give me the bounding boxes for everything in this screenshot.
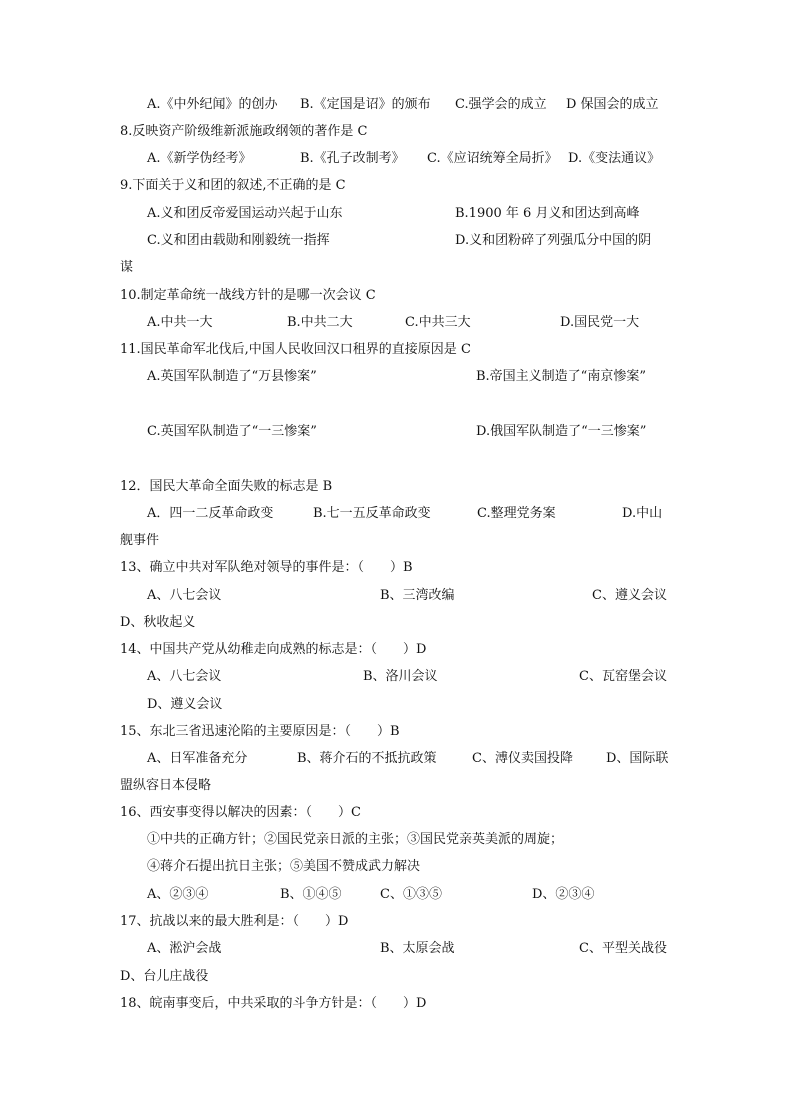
q16-option-d: D、②③④ <box>532 887 595 902</box>
q16-option-c: C、①③⑤ <box>380 887 442 902</box>
q17-option-b: B、太原会战 <box>380 941 455 956</box>
q14-option-b: B、洛川会议 <box>363 669 438 684</box>
q12-option-b: B.七一五反革命政变 <box>313 506 431 521</box>
q9-option-d: D.义和团粉碎了列强瓜分中国的阴 <box>455 233 652 248</box>
q9-option-b: B.1900 年 6 月义和团达到高峰 <box>455 206 640 221</box>
q11-option-a: A.英国军队制造了“万县惨案” <box>147 369 317 384</box>
q14-wrap: D、遵义会议 <box>147 697 223 712</box>
q14-option-c: C、瓦窑堡会议 <box>579 669 667 684</box>
q11-stem: 11.国民革命军北伐后,中国人民收回汉口租界的直接原因是 C <box>120 342 471 357</box>
q15-option-b: B、蒋介石的不抵抗政策 <box>297 751 437 766</box>
q11-option-c: C.英国军队制造了“一三惨案” <box>147 424 317 439</box>
q11-option-b: B.帝国主义制造了“南京惨案” <box>476 369 646 384</box>
q18-stem: 18、皖南事变后，中共采取的斗争方针是：（ ）D <box>120 996 427 1011</box>
q9-wrap: 谋 <box>120 260 134 275</box>
q10-option-b: B.中共二大 <box>287 315 353 330</box>
q17-option-a: A、淞沪会战 <box>147 941 222 956</box>
q8-option-a: A.《新学伪经考》 <box>147 151 252 166</box>
q12-wrap: 舰事件 <box>120 533 160 548</box>
q9-option-c: C.义和团由载勋和刚毅统一指挥 <box>147 233 330 248</box>
q10-option-c: C.中共三大 <box>405 315 471 330</box>
q17-option-c: C、平型关战役 <box>579 941 667 956</box>
q17-stem: 17、抗战以来的最大胜利是：（ ）D <box>120 914 349 929</box>
q7-option-a: A.《中外纪闻》的创办 <box>147 97 278 112</box>
q16-items-line1: ①中共的正确方针；②国民党亲日派的主张；③国民党亲英美派的周旋； <box>147 832 564 847</box>
q15-option-a: A、日军准备充分 <box>147 751 248 766</box>
q7-option-b: B.《定国是诏》的颁布 <box>300 97 431 112</box>
q12-stem: 12．国民大革命全面失败的标志是 B <box>120 479 333 494</box>
q15-option-c: C、溥仪卖国投降 <box>472 751 573 766</box>
q15-option-d: D、国际联 <box>606 751 669 766</box>
q16-option-a: A、②③④ <box>147 887 209 902</box>
q13-stem: 13、确立中共对军队绝对领导的事件是：（ ）B <box>120 560 413 575</box>
q9-stem: 9.下面关于义和团的叙述,不正确的是 C <box>120 178 346 193</box>
q14-stem: 14、中国共产党从幼稚走向成熟的标志是：（ ）D <box>120 642 427 657</box>
q8-option-d: D.《变法通议》 <box>568 151 661 166</box>
q13-option-c: C、遵义会议 <box>592 588 667 603</box>
q10-option-d: D.国民党一大 <box>560 315 640 330</box>
q8-stem: 8.反映资产阶级维新派施政纲领的著作是 C <box>120 124 368 139</box>
q17-wrap: D、台儿庄战役 <box>120 969 209 984</box>
q16-option-b: B、①④⑤ <box>280 887 342 902</box>
q13-option-b: B、三湾改编 <box>380 588 455 603</box>
q7-option-d: D 保国会的成立 <box>566 97 659 112</box>
q7-option-c: C.强学会的成立 <box>455 97 547 112</box>
q16-stem: 16、西安事变得以解决的因素：（ ）C <box>120 805 361 820</box>
q15-wrap: 盟纵容日本侵略 <box>120 778 212 793</box>
q12-option-a: A．四一二反革命政变 <box>147 506 274 521</box>
q16-items-line2: ④蒋介石提出抗日主张；⑤美国不赞成武力解决 <box>147 859 421 874</box>
q10-stem: 10.制定革命统一战线方针的是哪一次会议 C <box>120 288 376 303</box>
q13-option-a: A、八七会议 <box>147 588 222 603</box>
q8-option-c: C.《应诏统筹全局折》 <box>427 151 558 166</box>
q12-option-c: C.整理党务案 <box>477 506 556 521</box>
q10-option-a: A.中共一大 <box>147 315 213 330</box>
q15-stem: 15、东北三省迅速沦陷的主要原因是：（ ）B <box>120 724 400 739</box>
q13-wrap: D、秋收起义 <box>120 615 196 630</box>
q14-option-a: A、八七会议 <box>147 669 222 684</box>
q8-option-b: B.《孔子改制考》 <box>300 151 405 166</box>
q12-option-d: D.中山 <box>622 506 663 521</box>
q9-option-a: A.义和团反帝爱国运动兴起于山东 <box>147 206 343 221</box>
q11-option-d: D.俄国军队制造了“一三惨案” <box>476 424 647 439</box>
